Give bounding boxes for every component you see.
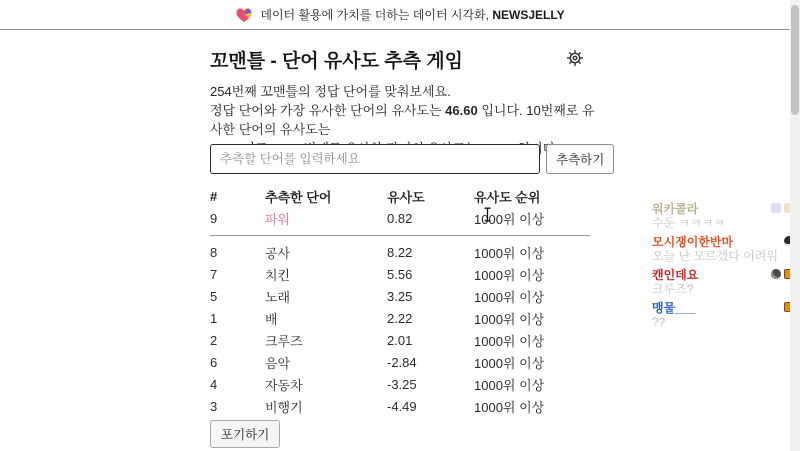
table-row — [210, 307, 590, 329]
chat-entry — [652, 301, 794, 329]
latest-guess-row — [210, 207, 590, 229]
row-similarity: 3.25 — [387, 288, 413, 304]
globe-badge-icon — [771, 269, 781, 279]
description-line1: 254번째 꼬맨틀의 정답 단어를 맞춰보세요. — [210, 84, 451, 99]
row-rank: 1000위 이상 — [474, 377, 545, 393]
row-num: 6 — [210, 354, 218, 370]
row-rank: 1000위 이상 — [474, 399, 545, 415]
chat-overlay — [652, 202, 794, 334]
row-rank: 1000위 이상 — [474, 245, 545, 261]
row-num: 5 — [210, 288, 218, 304]
latest-word: 파워 — [265, 211, 291, 227]
ibeam-cursor-icon — [483, 207, 492, 227]
chat-entry — [652, 202, 794, 230]
gear-icon[interactable] — [566, 49, 584, 67]
page-title: 꼬맨틀 - 단어 유사도 추측 게임 — [210, 51, 463, 72]
row-rank: 1000위 이상 — [474, 311, 545, 327]
chat-message: 오늘 난 모르겠다 어려워 — [652, 249, 778, 263]
row-rank: 1000위 이상 — [474, 289, 545, 305]
row-num: 7 — [210, 266, 218, 282]
description-line2-prefix: 정답 단어와 가장 유사한 단어의 유사도는 — [210, 103, 446, 118]
guess-table — [210, 185, 590, 417]
give-up-button[interactable]: 포기하기 — [210, 420, 280, 448]
row-similarity: 5.56 — [387, 266, 413, 282]
table-row — [210, 373, 590, 395]
table-row — [210, 351, 590, 373]
row-word: 배 — [265, 311, 278, 327]
chat-nickname: 모시쟁이한반마 — [652, 235, 734, 249]
row-word: 음악 — [265, 355, 291, 371]
latest-num: 9 — [210, 210, 218, 226]
topbar-brand: NEWSJELLY — [492, 8, 565, 22]
row-num: 8 — [210, 244, 218, 260]
table-row — [210, 285, 590, 307]
row-word: 공사 — [265, 245, 291, 261]
row-similarity: 2.01 — [387, 332, 413, 348]
row-num: 3 — [210, 398, 218, 414]
chat-message: 크루즈? — [652, 282, 694, 296]
table-row — [210, 241, 590, 263]
chat-message: 수둔 ㅋㅋㅋㅋ — [652, 216, 725, 230]
row-num: 4 — [210, 376, 218, 392]
table-separator — [210, 235, 590, 236]
chat-nickname: 맹물___ — [652, 301, 696, 315]
latest-rank: 1000위 이상 — [474, 211, 545, 227]
guess-form — [210, 144, 614, 174]
topbar-tagline-link[interactable] — [260, 6, 564, 23]
guess-table-body — [210, 241, 590, 417]
row-rank: 1000위 이상 — [474, 267, 545, 283]
row-word: 크루즈 — [265, 333, 303, 349]
row-word: 비행기 — [265, 399, 303, 415]
table-row — [210, 329, 590, 351]
chat-entry — [652, 268, 794, 296]
chat-entry — [652, 235, 794, 263]
vertical-scrollbar[interactable] — [790, 0, 800, 451]
col-header-rank: 유사도 순위 — [474, 189, 541, 205]
row-word: 치킨 — [265, 267, 291, 283]
topbar-tagline: 데이터 활용에 가치를 더하는 데이터 시각화, — [260, 8, 490, 22]
row-similarity: -2.84 — [387, 354, 417, 370]
guess-input[interactable] — [210, 144, 540, 174]
row-word: 자동차 — [265, 377, 303, 393]
col-header-similarity: 유사도 — [387, 189, 425, 205]
col-header-index: # — [210, 188, 218, 204]
row-similarity: -3.25 — [387, 376, 417, 392]
top-similarity-value: 46.60 — [445, 103, 478, 118]
chat-nickname: 워카콜라 — [652, 202, 699, 216]
col-header-word: 추측한 단어 — [265, 189, 332, 205]
guess-submit-button[interactable]: 추측하기 — [546, 144, 614, 174]
description-line2-suffix: 입니다. 10번째로 유사한 단어의 유사도는 — [210, 103, 595, 137]
row-similarity: -4.49 — [387, 398, 417, 414]
topbar — [0, 0, 800, 30]
row-similarity: 8.22 — [387, 244, 413, 260]
row-rank: 1000위 이상 — [474, 333, 545, 349]
table-row — [210, 395, 590, 417]
chat-message: ?? — [652, 315, 666, 329]
row-similarity: 2.22 — [387, 310, 413, 326]
table-row — [210, 263, 590, 285]
latest-similarity: 0.82 — [387, 210, 413, 226]
scrollbar-thumb[interactable] — [791, 5, 799, 115]
newsjelly-logo-icon — [235, 7, 253, 23]
chat-nickname: 캔인데요 — [652, 268, 699, 282]
row-rank: 1000위 이상 — [474, 355, 545, 371]
row-num: 2 — [210, 332, 218, 348]
lavender-badge-icon — [771, 203, 781, 213]
row-num: 1 — [210, 310, 218, 326]
table-header-row — [210, 185, 590, 207]
row-word: 노래 — [265, 289, 291, 305]
